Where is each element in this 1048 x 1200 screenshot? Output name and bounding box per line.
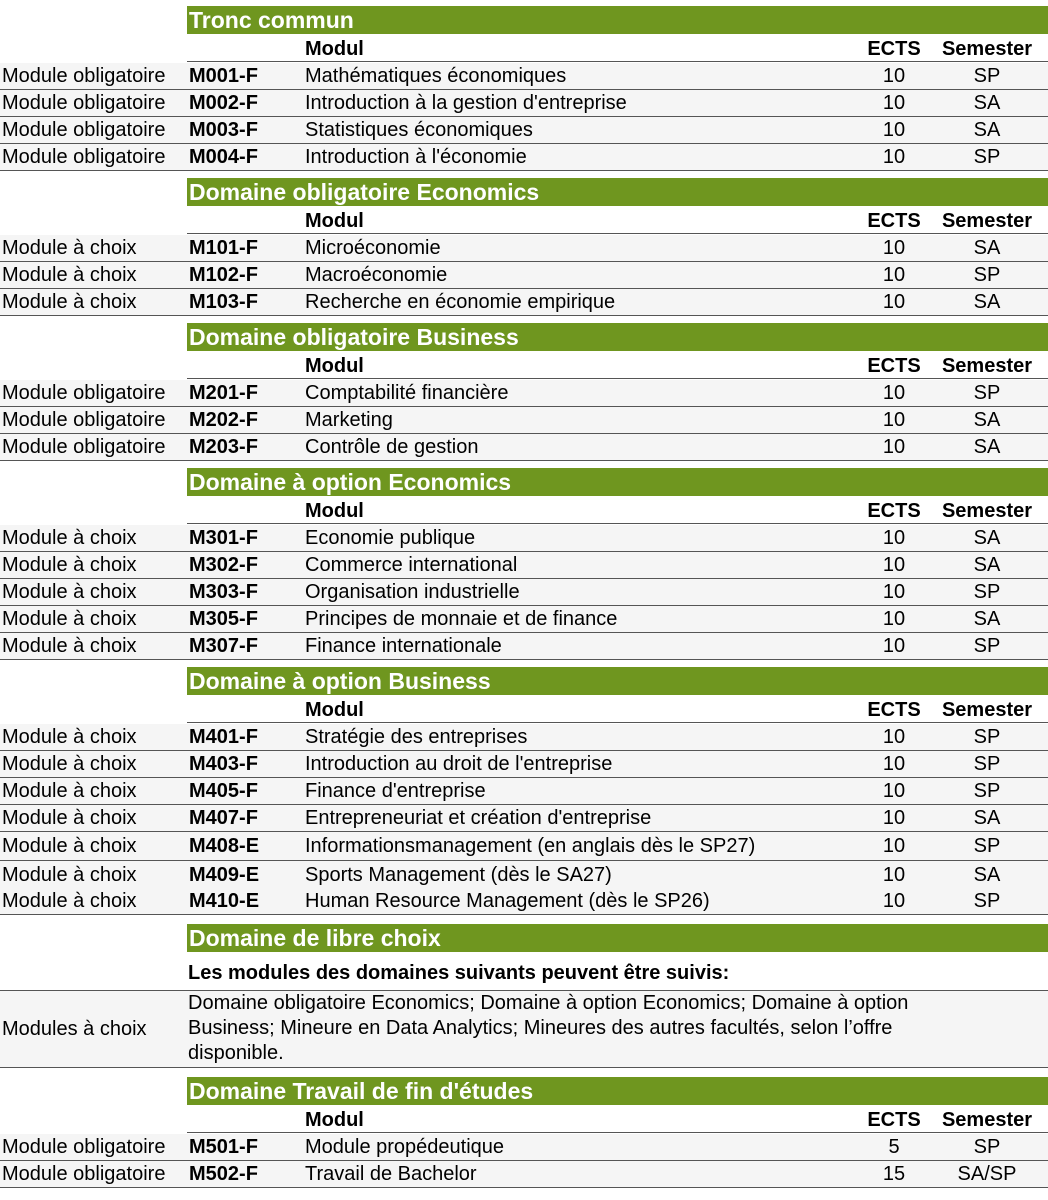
column-header-ects: ECTS	[867, 1109, 921, 1131]
column-header-semester: Semester	[941, 355, 1033, 377]
module-name: Economie publique	[305, 527, 476, 549]
column-header-modul: Modul	[305, 38, 364, 60]
table-row	[0, 407, 1048, 434]
column-header-semester: Semester	[941, 1109, 1033, 1131]
module-ects: 10	[882, 726, 906, 748]
module-type: Module obligatoire	[2, 119, 166, 141]
module-type: Module obligatoire	[2, 1163, 166, 1185]
module-code: M004-F	[189, 146, 258, 168]
table-row	[0, 117, 1048, 144]
module-semester: SP	[973, 1136, 1001, 1158]
module-semester: SP	[973, 635, 1001, 657]
free-choice-row	[0, 990, 1048, 1068]
module-code: M002-F	[189, 92, 258, 114]
module-ects: 10	[882, 864, 906, 886]
module-ects: 10	[882, 527, 906, 549]
column-header-modul: Modul	[305, 210, 364, 232]
module-type: Module obligatoire	[2, 65, 166, 87]
table-row	[0, 552, 1048, 579]
column-header-semester: Semester	[941, 210, 1033, 232]
module-semester: SA	[973, 608, 1001, 630]
column-header-ects: ECTS	[867, 38, 921, 60]
table-row	[0, 888, 1048, 915]
section-header: Domaine à option Economics	[187, 468, 1048, 496]
module-ects: 10	[882, 264, 906, 286]
module-type: Module à choix	[2, 807, 137, 829]
module-name: Comptabilité financière	[305, 382, 509, 404]
table-row	[0, 606, 1048, 633]
column-header-modul: Modul	[305, 355, 364, 377]
table-row	[0, 861, 1048, 890]
module-semester: SP	[973, 835, 1001, 857]
module-ects: 10	[882, 382, 906, 404]
column-header-row	[0, 1107, 1048, 1133]
module-type: Module à choix	[2, 554, 137, 576]
column-header-modul: Modul	[305, 1109, 364, 1131]
module-type: Module à choix	[2, 835, 137, 857]
module-semester: SP	[973, 890, 1001, 912]
module-name: Introduction au droit de l'entreprise	[305, 753, 613, 775]
header-rule	[187, 378, 1048, 379]
module-type: Module à choix	[2, 864, 137, 886]
module-code: M405-F	[189, 780, 258, 802]
table-row	[0, 579, 1048, 606]
table-row	[0, 90, 1048, 117]
module-type: Module à choix	[2, 237, 137, 259]
module-name: Macroéconomie	[305, 264, 448, 286]
module-type: Module obligatoire	[2, 1136, 166, 1158]
module-semester: SA	[973, 92, 1001, 114]
module-code: M403-F	[189, 753, 258, 775]
module-name: Entrepreneuriat et création d'entreprise	[305, 807, 652, 829]
table-row	[0, 1134, 1048, 1161]
header-rule	[187, 1132, 1048, 1133]
table-row	[0, 434, 1048, 461]
table-row	[0, 262, 1048, 289]
module-name: Marketing	[305, 409, 393, 431]
module-ects: 10	[882, 890, 906, 912]
section-header: Domaine à option Business	[187, 667, 1048, 695]
module-code: M502-F	[189, 1163, 258, 1185]
module-name: Human Resource Management (dès le SP26)	[305, 890, 710, 912]
module-name: Organisation industrielle	[305, 581, 520, 603]
module-name: Informationsmanagement (en anglais dès le SP27)	[305, 835, 756, 857]
section-header: Domaine obligatoire Business	[187, 323, 1048, 351]
module-name: Introduction à la gestion d'entreprise	[305, 92, 627, 114]
module-semester: SA	[973, 864, 1001, 886]
module-type: Module à choix	[2, 291, 137, 313]
module-code: M202-F	[189, 409, 258, 431]
table-row	[0, 380, 1048, 407]
column-header-ects: ECTS	[867, 355, 921, 377]
module-ects: 10	[882, 436, 906, 458]
module-semester: SA	[973, 436, 1001, 458]
module-ects: 10	[882, 409, 906, 431]
module-semester: SP	[973, 753, 1001, 775]
module-code: M305-F	[189, 608, 258, 630]
module-name: Travail de Bachelor	[305, 1163, 477, 1185]
module-semester: SA/SP	[957, 1163, 1017, 1185]
module-type: Module obligatoire	[2, 436, 166, 458]
module-code: M103-F	[189, 291, 258, 313]
column-header-ects: ECTS	[867, 699, 921, 721]
section-header: Domaine de libre choix	[187, 924, 1048, 952]
module-type: Module à choix	[2, 780, 137, 802]
table-row	[0, 751, 1048, 778]
module-type: Module à choix	[2, 264, 137, 286]
column-header-ects: ECTS	[867, 500, 921, 522]
column-header-row	[0, 498, 1048, 524]
module-code: M101-F	[189, 237, 258, 259]
module-ects: 10	[882, 581, 906, 603]
column-header-modul: Modul	[305, 699, 364, 721]
table-row	[0, 63, 1048, 90]
module-name: Module propédeutique	[305, 1136, 505, 1158]
module-ects: 15	[882, 1163, 906, 1185]
column-header-modul: Modul	[305, 500, 364, 522]
module-type: Module obligatoire	[2, 409, 166, 431]
module-code: M102-F	[189, 264, 258, 286]
module-type: Module à choix	[2, 890, 137, 912]
table-row	[0, 525, 1048, 552]
module-semester: SP	[973, 382, 1001, 404]
module-semester: SP	[973, 581, 1001, 603]
module-name: Introduction à l'économie	[305, 146, 527, 168]
table-row	[0, 778, 1048, 805]
module-name: Microéconomie	[305, 237, 441, 259]
table-row	[0, 724, 1048, 751]
section-header: Domaine obligatoire Economics	[187, 178, 1048, 206]
module-name: Finance internationale	[305, 635, 502, 657]
header-rule	[187, 523, 1048, 524]
free-choice-subtitle: Les modules des domaines suivants peuvent être suivis:	[188, 962, 730, 984]
module-name: Commerce international	[305, 554, 518, 576]
column-header-semester: Semester	[941, 38, 1033, 60]
module-ects: 10	[882, 753, 906, 775]
module-ects: 5	[888, 1136, 900, 1158]
module-code: M301-F	[189, 527, 258, 549]
module-type: Module à choix	[2, 635, 137, 657]
header-rule	[187, 722, 1048, 723]
table-row	[0, 832, 1048, 861]
module-semester: SP	[973, 65, 1001, 87]
module-code: M408-E	[189, 835, 260, 857]
module-code: M501-F	[189, 1136, 258, 1158]
module-semester: SP	[973, 264, 1001, 286]
module-name: Statistiques économiques	[305, 119, 533, 141]
module-name: Sports Management (dès le SA27)	[305, 864, 612, 886]
section-header: Tronc commun	[187, 6, 1048, 34]
module-ects: 10	[882, 65, 906, 87]
column-header-row	[0, 208, 1048, 234]
table-row	[0, 633, 1048, 660]
table-row	[0, 805, 1048, 832]
column-header-row	[0, 36, 1048, 62]
module-semester: SA	[973, 554, 1001, 576]
module-semester: SA	[973, 291, 1001, 313]
table-row	[0, 235, 1048, 262]
module-type: Module à choix	[2, 608, 137, 630]
module-ects: 10	[882, 291, 906, 313]
table-row	[0, 289, 1048, 316]
column-header-semester: Semester	[941, 699, 1033, 721]
table-row	[0, 144, 1048, 171]
module-code: M410-E	[189, 890, 260, 912]
column-header-ects: ECTS	[867, 210, 921, 232]
column-header-row	[0, 353, 1048, 379]
header-rule	[187, 61, 1048, 62]
module-ects: 10	[882, 119, 906, 141]
module-ects: 10	[882, 807, 906, 829]
module-type: Module obligatoire	[2, 382, 166, 404]
module-ects: 10	[882, 554, 906, 576]
module-type: Module obligatoire	[2, 92, 166, 114]
module-code: M303-F	[189, 581, 258, 603]
section-header: Domaine Travail de fin d'études	[187, 1077, 1048, 1105]
module-name: Finance d'entreprise	[305, 780, 486, 802]
module-code: M003-F	[189, 119, 258, 141]
module-code: M203-F	[189, 436, 258, 458]
module-type: Module obligatoire	[2, 146, 166, 168]
column-header-semester: Semester	[941, 500, 1033, 522]
module-semester: SA	[973, 237, 1001, 259]
module-name: Principes de monnaie et de finance	[305, 608, 618, 630]
module-semester: SP	[973, 780, 1001, 802]
module-code: M407-F	[189, 807, 258, 829]
module-ects: 10	[882, 608, 906, 630]
module-semester: SA	[973, 409, 1001, 431]
module-name: Stratégie des entreprises	[305, 726, 528, 748]
header-rule	[187, 233, 1048, 234]
module-type: Module à choix	[2, 527, 137, 549]
module-type: Module à choix	[2, 726, 137, 748]
module-code: M409-E	[189, 864, 260, 886]
module-name: Mathématiques économiques	[305, 65, 567, 87]
module-type: Module à choix	[2, 753, 137, 775]
module-name: Recherche en économie empirique	[305, 291, 616, 313]
module-code: M401-F	[189, 726, 258, 748]
module-ects: 10	[882, 635, 906, 657]
module-ects: 10	[882, 780, 906, 802]
module-code: M307-F	[189, 635, 258, 657]
module-ects: 10	[882, 92, 906, 114]
module-semester: SA	[973, 807, 1001, 829]
module-code: M201-F	[189, 382, 258, 404]
free-choice-description: Domaine obligatoire Economics; Domaine à option Economics; Domaine à option Business; Mineure en Data Analytics; Mineures des autres facultés, selon l’offre disponible.	[188, 992, 909, 1064]
module-semester: SP	[973, 726, 1001, 748]
module-semester: SA	[973, 527, 1001, 549]
module-code: M302-F	[189, 554, 258, 576]
table-row	[0, 1161, 1048, 1188]
module-type: Module à choix	[2, 581, 137, 603]
module-semester: SP	[973, 146, 1001, 168]
module-ects: 10	[882, 146, 906, 168]
module-semester: SA	[973, 119, 1001, 141]
module-code: M001-F	[189, 65, 258, 87]
module-name: Contrôle de gestion	[305, 436, 479, 458]
module-ects: 10	[882, 237, 906, 259]
column-header-row	[0, 697, 1048, 723]
module-ects: 10	[882, 835, 906, 857]
module-type: Modules à choix	[2, 1018, 147, 1040]
